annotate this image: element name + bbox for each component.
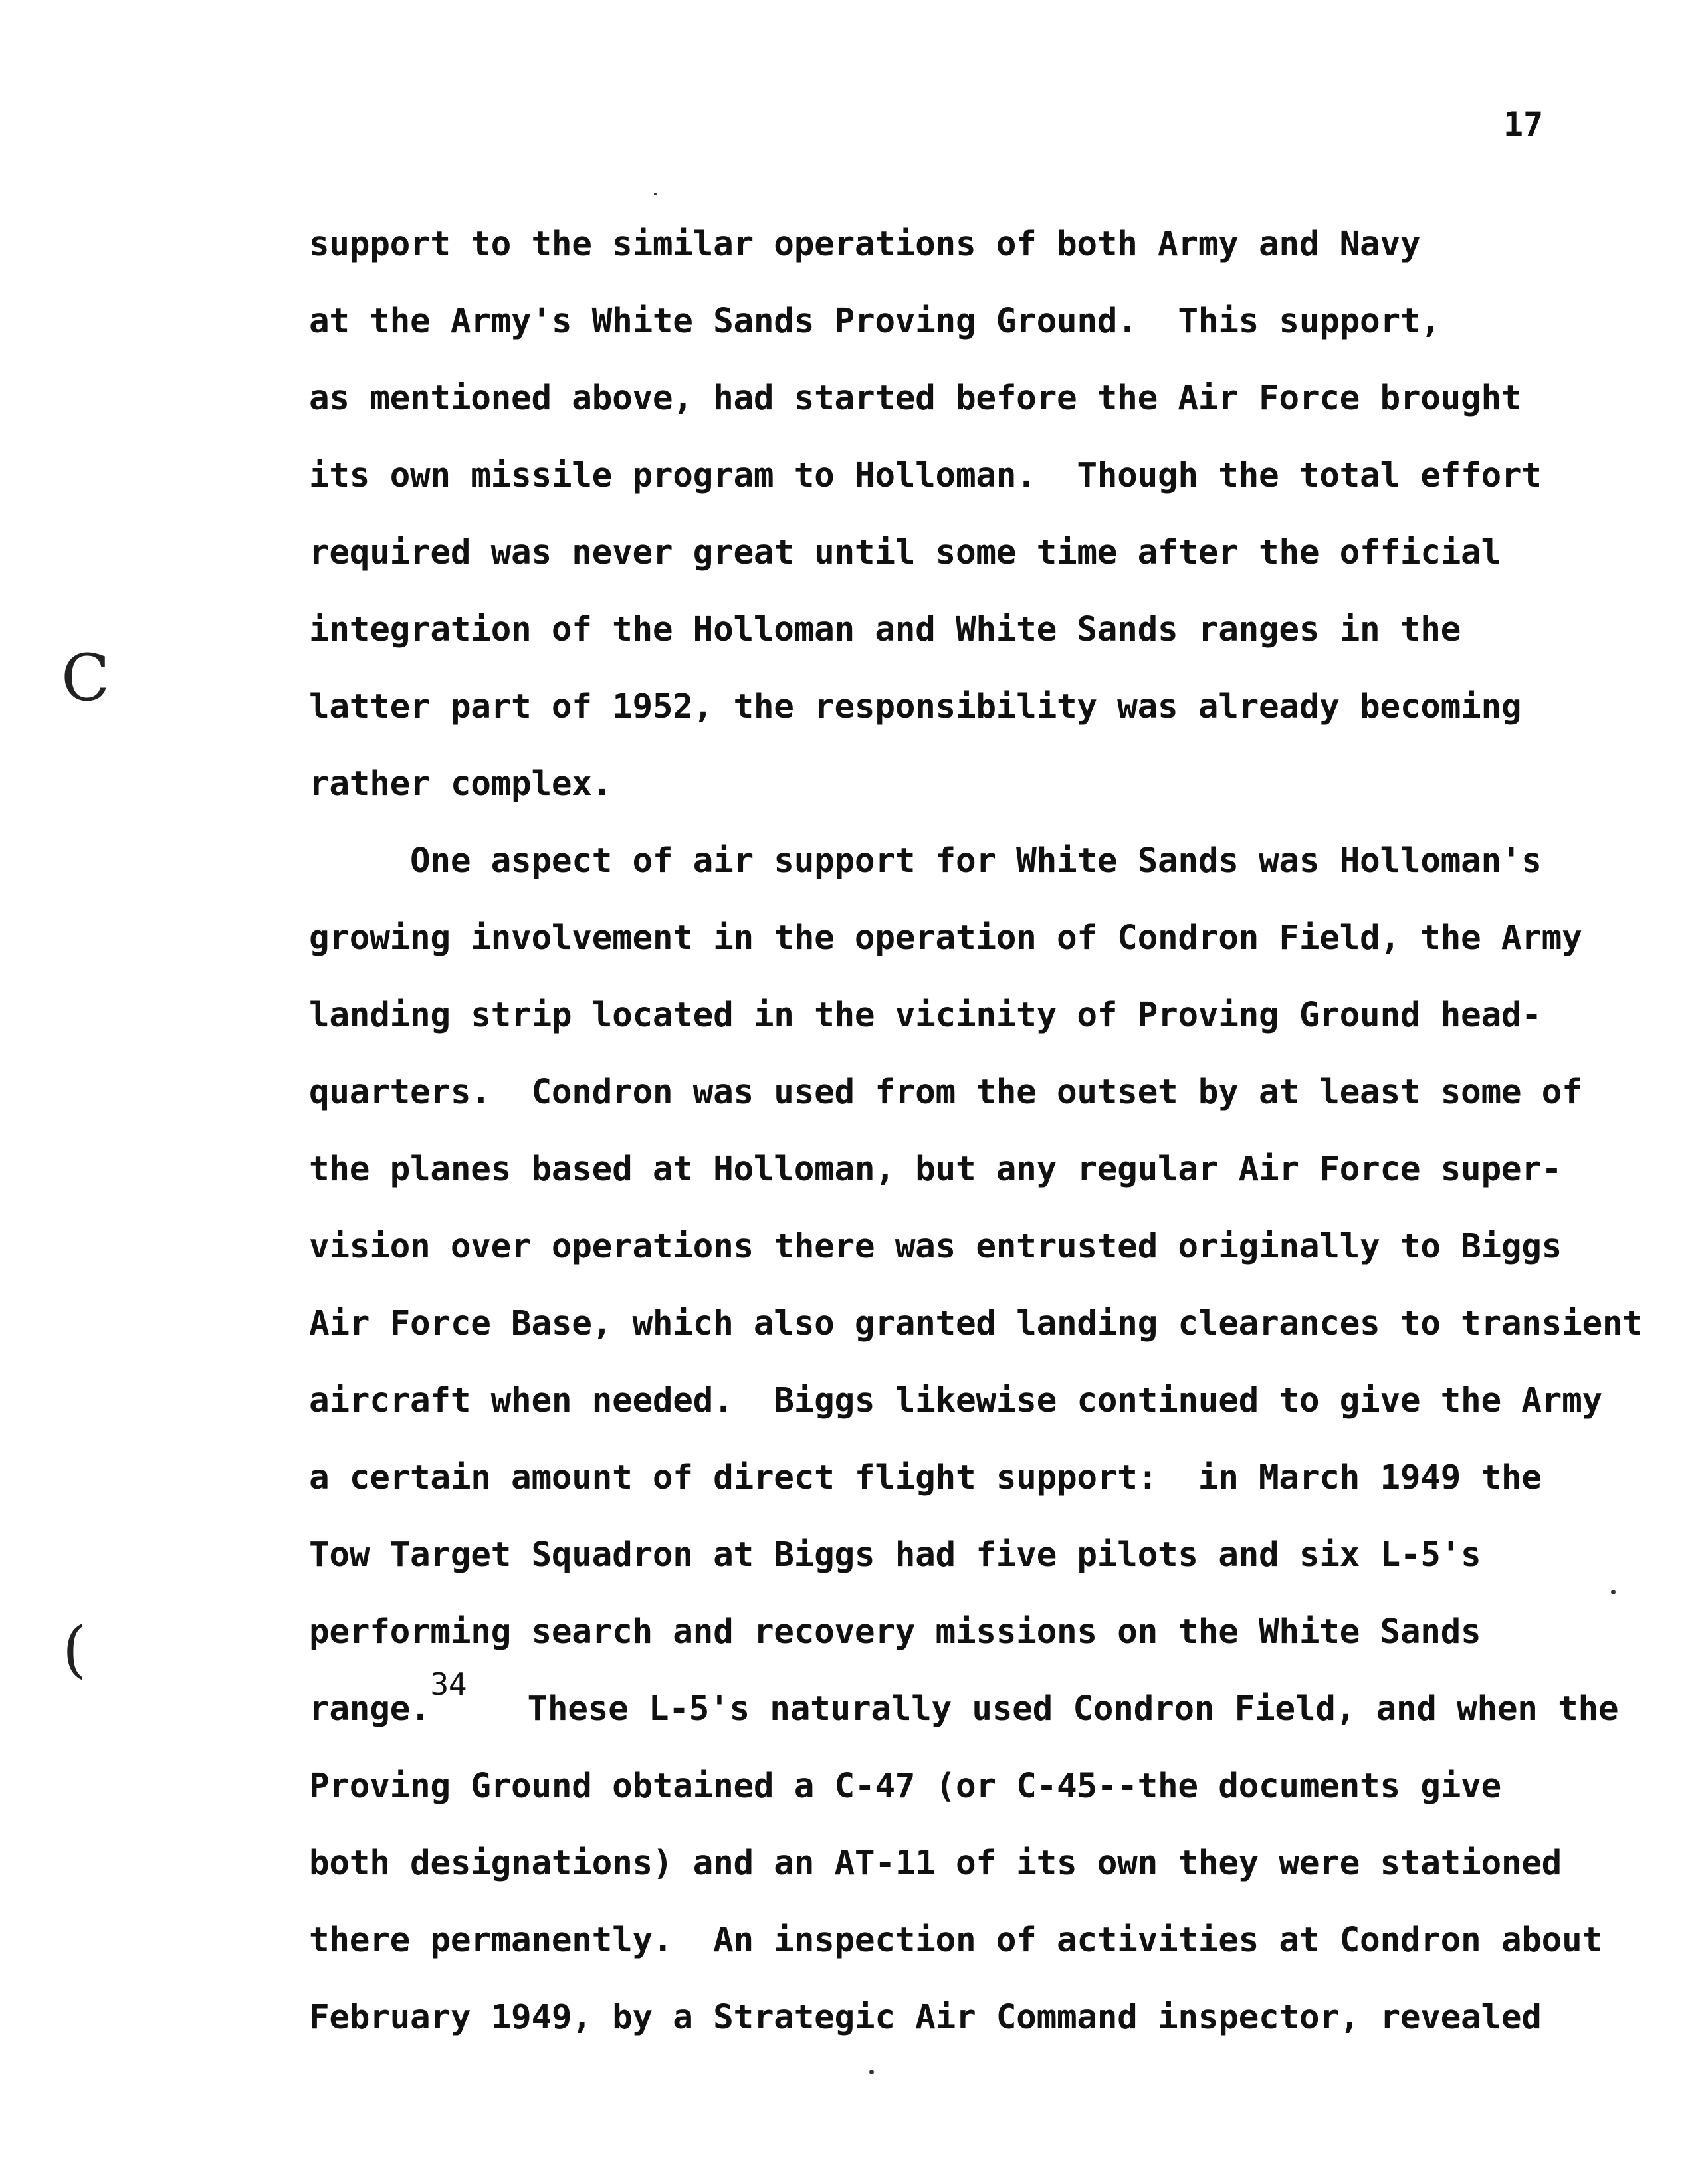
text-line: quarters. Condron was used from the outset by at least some of bbox=[309, 1073, 1582, 1112]
margin-mark: C bbox=[61, 641, 110, 715]
text-line: support to the similar operations of both Army and Navy bbox=[309, 225, 1421, 264]
scan-speck bbox=[1611, 1590, 1616, 1594]
text-line: growing involvement in the operation of Condron Field, the Army bbox=[309, 919, 1582, 958]
scan-speck bbox=[869, 2070, 874, 2074]
text-line: aircraft when needed. Biggs likewise continued to give the Army bbox=[309, 1381, 1602, 1420]
margin-mark: ( bbox=[62, 1614, 86, 1685]
scan-speck bbox=[654, 193, 657, 195]
text-line: One aspect of air support for White Sands was Holloman's bbox=[309, 841, 1542, 881]
text-line: both designations) and an AT-11 of its own they were stationed bbox=[309, 1844, 1562, 1883]
text-line: at the Army's White Sands Proving Ground. This support, bbox=[309, 302, 1441, 341]
text-line: there permanently. An inspection of activities at Condron about bbox=[309, 1921, 1602, 1960]
text-line: the planes based at Holloman, but any regular Air Force super- bbox=[309, 1150, 1562, 1189]
text-line: landing strip located in the vicinity of Proving Ground head- bbox=[309, 996, 1542, 1035]
text-line: vision over operations there was entrusted originally to Biggs bbox=[309, 1227, 1562, 1266]
text-line: latter part of 1952, the responsibility was already becoming bbox=[309, 687, 1522, 726]
text-line: Air Force Base, which also granted landing clearances to transient bbox=[309, 1304, 1643, 1343]
page-number: 17 bbox=[1503, 105, 1544, 144]
text-line: its own missile program to Holloman. Though the total effort bbox=[309, 456, 1542, 495]
text-line: integration of the Holloman and White Sands ranges in the bbox=[309, 610, 1461, 649]
text-line: required was never great until some time after the official bbox=[309, 533, 1501, 572]
text-line bbox=[309, 1666, 1619, 1729]
text-line: Proving Ground obtained a C-47 (or C-45--the documents give bbox=[309, 1767, 1501, 1806]
text-line: February 1949, by a Strategic Air Command inspector, revealed bbox=[309, 1998, 1542, 2037]
text-line: a certain amount of direct flight support: in March 1949 the bbox=[309, 1458, 1542, 1497]
text-line: Tow Target Squadron at Biggs had five pilots and six L-5's bbox=[309, 1535, 1481, 1575]
text-line: as mentioned above, had started before the Air Force brought bbox=[309, 379, 1522, 418]
text-segment: These L-5's naturally used Condron Field, and when the bbox=[467, 1690, 1619, 1729]
text-segment: range. bbox=[309, 1690, 431, 1729]
footnote-marker: 34 bbox=[430, 1666, 467, 1702]
text-line: rather complex. bbox=[309, 764, 613, 804]
text-line: performing search and recovery missions on the White Sands bbox=[309, 1612, 1481, 1652]
